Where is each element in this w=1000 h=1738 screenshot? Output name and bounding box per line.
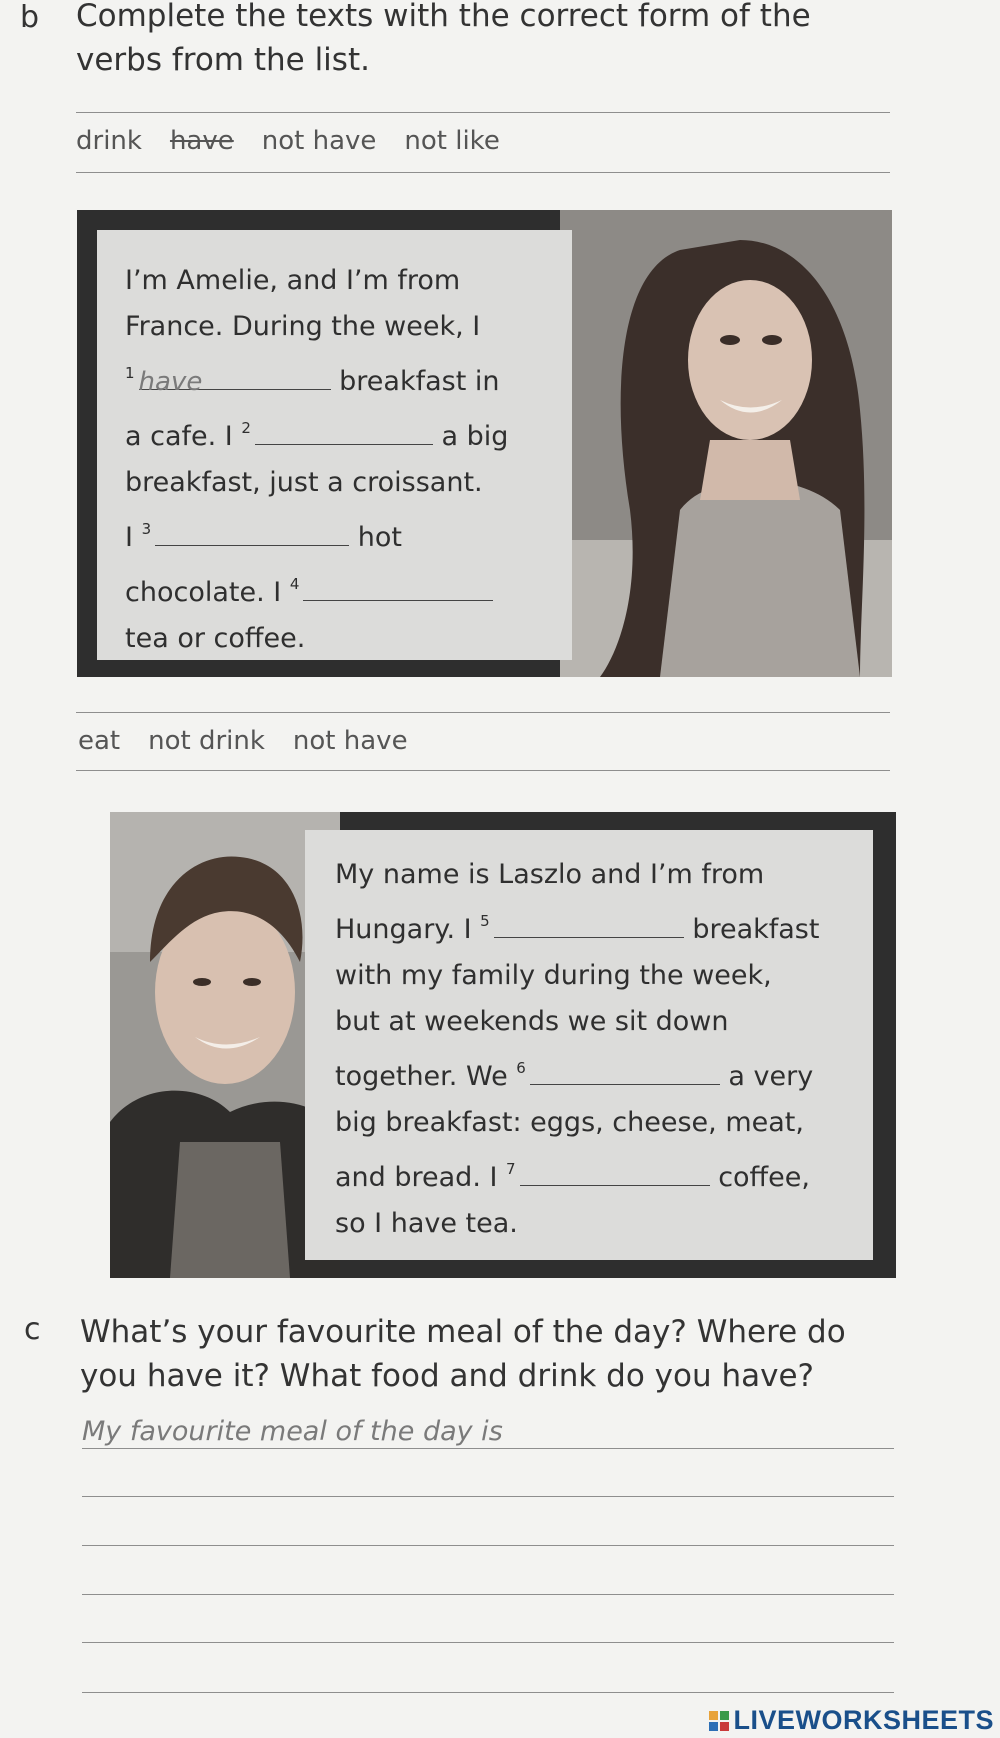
- laszlo-line-4: but at weekends we sit down: [335, 1006, 729, 1037]
- gap-4-input[interactable]: [303, 570, 493, 601]
- gap-number-1: 1: [125, 364, 135, 382]
- amelie-line-1: I’m Amelie, and I’m from: [125, 265, 461, 296]
- section-b-instruction-line2: verbs from the list.: [76, 42, 370, 78]
- laszlo-line-8: so I have tea.: [335, 1208, 518, 1239]
- section-c-question-line2: you have it? What food and drink do you have?: [80, 1358, 814, 1394]
- gap-5-input[interactable]: [494, 907, 684, 938]
- amelie-line-7-start: chocolate. I: [125, 577, 282, 608]
- answer-line-5[interactable]: [82, 1642, 894, 1643]
- amelie-line-5: breakfast, just a croissant.: [125, 467, 483, 498]
- section-c-letter: c: [24, 1312, 41, 1347]
- amelie-line-7: [125, 561, 508, 616]
- word-list-2-top-rule: [76, 712, 890, 713]
- logo-text: LIVEWORKSHEETS: [733, 1705, 994, 1735]
- word-list-2-item: eat: [78, 726, 121, 756]
- amelie-portrait-image: [560, 210, 892, 677]
- laszlo-line-7-end: coffee,: [718, 1162, 810, 1193]
- amelie-textbox: [97, 230, 572, 660]
- gap-number-7: 7: [506, 1160, 516, 1178]
- gap-number-5: 5: [480, 912, 490, 930]
- gap-7-input[interactable]: [520, 1155, 710, 1186]
- amelie-line-3: [125, 350, 508, 405]
- amelie-line-8: tea or coffee.: [125, 623, 306, 654]
- laszlo-line-2-start: Hungary. I: [335, 914, 472, 945]
- gap-6-input[interactable]: [530, 1054, 720, 1085]
- amelie-line-6-end: hot: [357, 522, 402, 553]
- amelie-line-2: France. During the week, I: [125, 311, 481, 342]
- word-list-1-bottom-rule: [76, 172, 890, 173]
- laszlo-line-7-start: and bread. I: [335, 1162, 498, 1193]
- answer-line-3[interactable]: [82, 1545, 894, 1546]
- gap-1-answer[interactable]: have: [139, 359, 331, 390]
- word-list-1-item-used: have: [169, 126, 234, 156]
- example-answer: My favourite meal of the day is: [82, 1416, 503, 1447]
- laszlo-line-6: big breakfast: eggs, cheese, meat,: [335, 1107, 804, 1138]
- answer-line-1[interactable]: [82, 1448, 894, 1449]
- gap-2-input[interactable]: [255, 414, 433, 445]
- amelie-line-6: [125, 506, 508, 561]
- laszlo-line-3: with my family during the week,: [335, 960, 772, 991]
- laszlo-textbox: [305, 830, 873, 1260]
- section-c-question-line1: What’s your favourite meal of the day? Where do: [80, 1314, 846, 1350]
- gap-number-6: 6: [516, 1059, 526, 1077]
- section-b-instruction-line1: Complete the texts with the correct form of the: [76, 0, 811, 34]
- amelie-line-6-start: I: [125, 522, 133, 553]
- word-list-2-item: not drink: [148, 726, 265, 756]
- laszlo-line-1: My name is Laszlo and I’m from: [335, 859, 765, 890]
- answer-line-4[interactable]: [82, 1594, 894, 1595]
- laszlo-line-2-end: breakfast: [692, 914, 820, 945]
- laszlo-line-2: [335, 898, 819, 953]
- word-list-1-item: not have: [261, 126, 377, 156]
- amelie-photo: [560, 210, 892, 677]
- amelie-line-4-start: a cafe. I: [125, 421, 233, 452]
- liveworksheets-logo[interactable]: [709, 1705, 994, 1736]
- word-list-1: [76, 126, 528, 156]
- amelie-line-4-end: a big: [441, 421, 509, 452]
- logo-squares-icon: [709, 1711, 729, 1731]
- amelie-line-3-end: breakfast in: [339, 366, 500, 397]
- answer-line-2[interactable]: [82, 1496, 894, 1497]
- laszlo-line-5-start: together. We: [335, 1061, 508, 1092]
- laszlo-line-7: [335, 1146, 819, 1201]
- amelie-line-4: [125, 405, 508, 460]
- gap-number-4: 4: [289, 575, 300, 593]
- laszlo-line-5-end: a very: [728, 1061, 814, 1092]
- word-list-2: [78, 726, 436, 756]
- word-list-2-item: not have: [292, 726, 408, 756]
- laszlo-line-5: [335, 1045, 819, 1100]
- word-list-1-item: not like: [404, 126, 500, 156]
- section-b-letter: b: [20, 0, 40, 35]
- gap-number-3: 3: [141, 520, 152, 538]
- answer-line-6[interactable]: [82, 1692, 894, 1693]
- gap-number-2: 2: [241, 419, 251, 437]
- word-list-2-bottom-rule: [76, 770, 890, 771]
- word-list-1-top-rule: [76, 112, 890, 113]
- word-list-1-item: drink: [76, 126, 142, 156]
- gap-3-input[interactable]: [155, 515, 349, 546]
